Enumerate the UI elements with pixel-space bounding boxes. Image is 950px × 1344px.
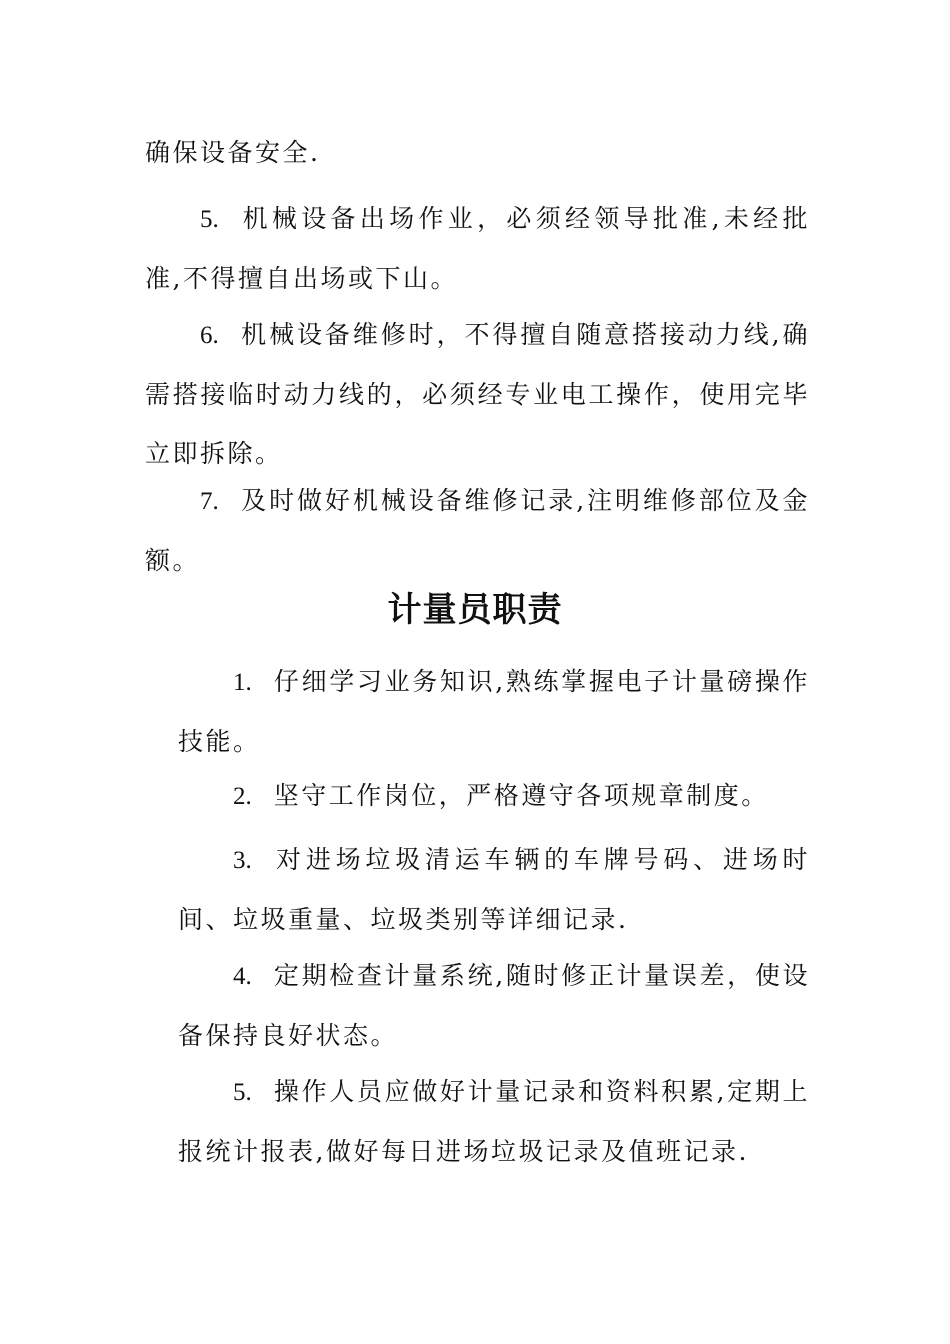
item-number: 4. bbox=[233, 963, 252, 990]
item-number: 2. bbox=[233, 783, 252, 810]
item-text: 操作人员应做好计量记录和资料积累,定期上报统计报表,做好每日进场垃圾记录及值班记录. bbox=[178, 1077, 810, 1166]
item-number: 1. bbox=[233, 669, 252, 696]
rule-item-5 bbox=[145, 189, 810, 308]
item-text: 定期检查计量系统,随时修正计量误差，使设备保持良好状态。 bbox=[178, 961, 810, 1050]
duty-item-5 bbox=[178, 1062, 810, 1181]
item-text: 机械设备维修时，不得擅自随意搭接动力线,确需搭接临时动力线的，必须经专业电工操作，使用完毕立即拆除。 bbox=[145, 320, 810, 468]
item-text: 对进场垃圾清运车辆的车牌号码、进场时间、垃圾重量、垃圾类别等详细记录. bbox=[178, 845, 810, 934]
item-number: 6. bbox=[200, 322, 219, 349]
section-title: 计量员职责 bbox=[387, 590, 563, 630]
item-text: 坚守工作岗位，严格遵守各项规章制度。 bbox=[273, 781, 769, 810]
item-text: 及时做好机械设备维修记录,注明维修部位及金额。 bbox=[145, 486, 810, 575]
item-text: 仔细学习业务知识,熟练掌握电子计量磅操作技能。 bbox=[178, 667, 810, 756]
item-number: 3. bbox=[233, 847, 252, 874]
item-number: 7. bbox=[200, 488, 219, 515]
item-text: 机械设备出场作业，必须经领导批准,未经批准,不得擅自出场或下山。 bbox=[145, 204, 810, 293]
item-number: 5. bbox=[200, 206, 219, 233]
rule-item-6 bbox=[145, 305, 810, 483]
duty-item-4 bbox=[178, 946, 810, 1065]
rule-item-7 bbox=[145, 471, 810, 590]
duty-item-2 bbox=[178, 766, 810, 826]
duty-item-3 bbox=[178, 830, 810, 949]
continuation-text: 确保设备安全. bbox=[145, 138, 321, 167]
item-number: 5. bbox=[233, 1079, 252, 1106]
duty-item-1 bbox=[178, 652, 810, 771]
